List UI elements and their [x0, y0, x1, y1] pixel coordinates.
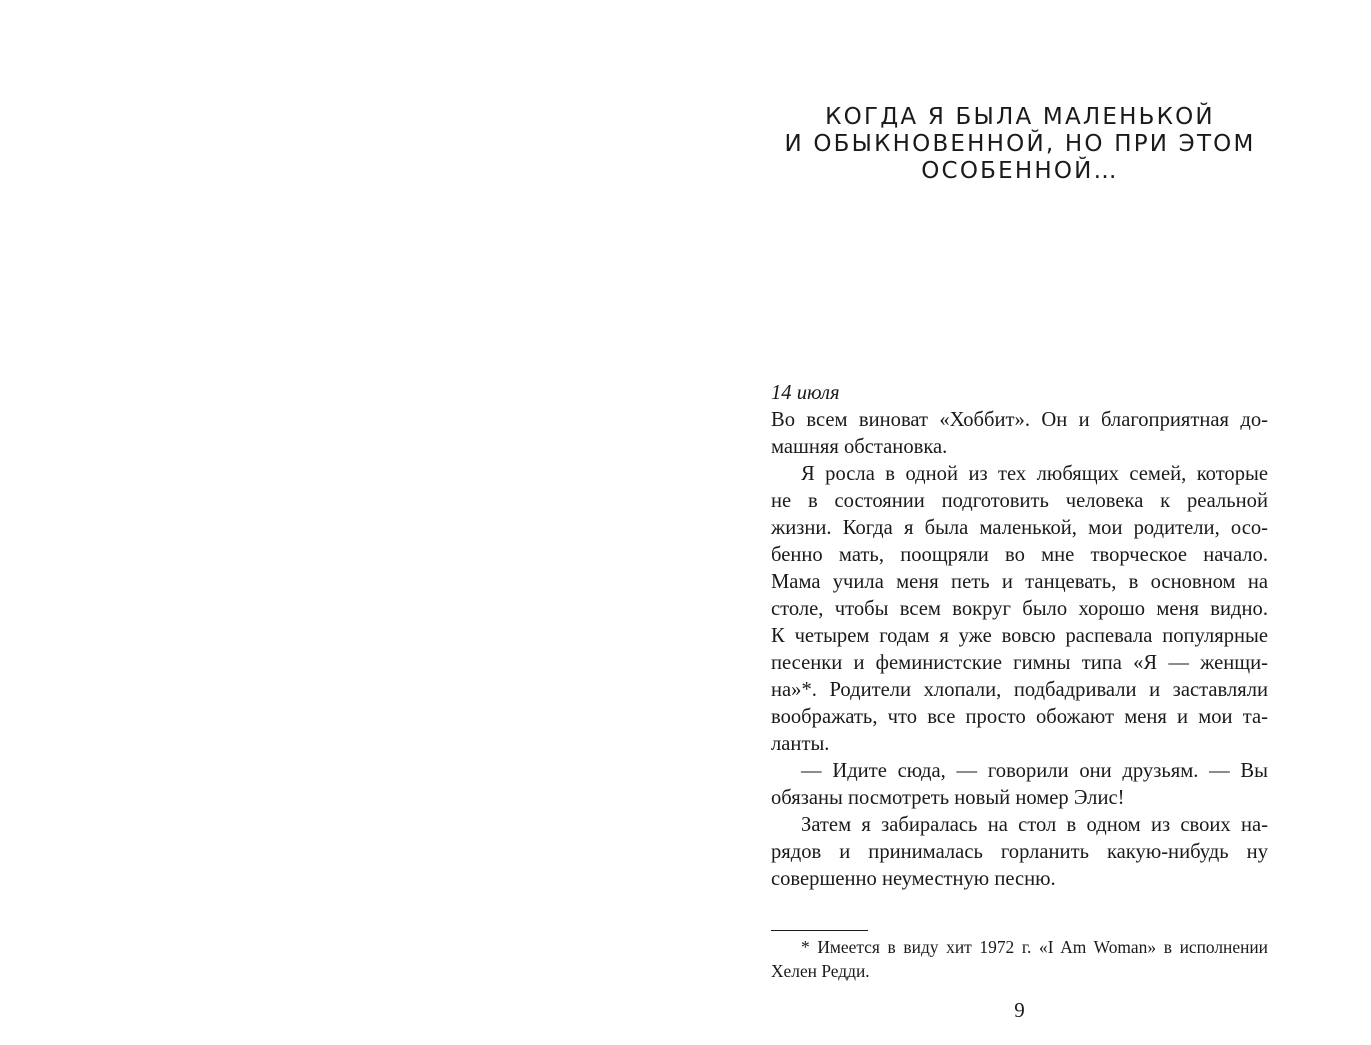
chapter-title-line: ОСОБЕННОЙ… [921, 158, 1119, 184]
text-line: Во всем виноват «Хоббит». Он и благоприятная до- [771, 409, 1268, 431]
text-line: песенки и феминистские гимны типа «Я — женщи- [771, 652, 1268, 674]
left-page-blank [0, 0, 685, 1045]
text-line: Мама учила меня петь и танцевать, в основном на [771, 571, 1268, 593]
text-line: столе, чтобы всем вокруг было хорошо меня видно. [771, 598, 1268, 620]
chapter-title [770, 104, 1270, 185]
text-line: совершенно неуместную песню. [771, 868, 1056, 890]
text-line: обязаны посмотреть новый номер Элис! [771, 787, 1125, 809]
text-line: машняя обстановка. [771, 436, 948, 458]
page-number: 9 [1014, 998, 1025, 1022]
text-line: Затем я забиралась на стол в одном из своих на- [801, 814, 1268, 836]
text-line: не в состоянии подготовить человека к реальной [771, 490, 1268, 512]
footnote-line: * Имеется в виду хит 1972 г. «I Am Woman» в исполнении [801, 937, 1268, 957]
chapter-title-line: И ОБЫКНОВЕННОЙ, НО ПРИ ЭТОМ [784, 131, 1256, 157]
right-page [686, 0, 1371, 1045]
text-line: — Идите сюда, — говорили они друзьям. — Вы [801, 760, 1268, 782]
text-line: К четырем годам я уже вовсю распевала популярные [771, 625, 1268, 647]
text-line: на»*. Родители хлопали, подбадривали и заставляли [771, 679, 1268, 701]
entry-date: 14 июля [771, 382, 840, 404]
text-line: рядов и принималась горланить какую-нибудь ну [771, 841, 1268, 863]
footnote-line: Хелен Редди. [771, 961, 870, 981]
text-line: ланты. [771, 733, 830, 755]
footnote [771, 935, 1268, 983]
text-line: бенно мать, поощряли во мне творческое начало. [771, 544, 1268, 566]
footnote-divider [771, 930, 868, 931]
text-line: воображать, что все просто обожают меня и мои та- [771, 706, 1268, 728]
text-line: жизни. Когда я была маленькой, мои родители, осо- [771, 517, 1268, 539]
text-line: Я росла в одной из тех любящих семей, которые [801, 463, 1268, 485]
chapter-title-line: КОГДА Я БЫЛА МАЛЕНЬКОЙ [825, 104, 1215, 130]
body-text [771, 380, 1268, 893]
